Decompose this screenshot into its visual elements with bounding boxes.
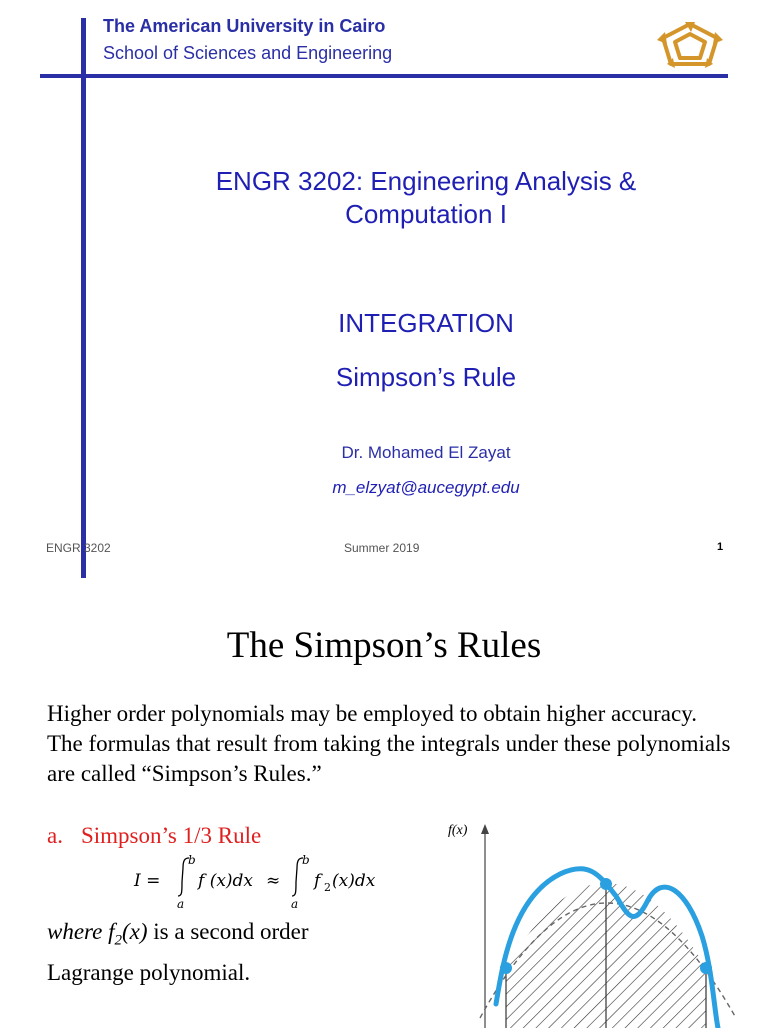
horizontal-accent-bar: [40, 74, 728, 78]
where-line1: [47, 916, 308, 957]
int2-lower: a: [291, 897, 299, 911]
course-title-line1: ENGR 3202: Engineering Analysis &: [215, 166, 637, 196]
y-axis-label: f(x): [448, 823, 468, 838]
slide-title: The Simpson’s Rules: [226, 625, 542, 666]
integrand-2-rest: (x)dx: [332, 871, 376, 891]
int1-lower: a: [177, 897, 185, 911]
course-title: [100, 165, 752, 231]
course-title-line2: Computation I: [345, 199, 507, 229]
topic-heading: INTEGRATION: [338, 308, 514, 338]
simpson-integral-formula: [120, 852, 400, 912]
integrand-2-f: f: [314, 871, 321, 891]
int1-upper: b: [188, 853, 196, 867]
integrand-1: f (x)dx: [198, 871, 254, 891]
intro-paragraph: Higher order polynomials may be employed to obtain higher accuracy. The formulas that result from taking the integrals under these polynomials are called “Simpson’s Rules.”: [47, 701, 731, 786]
university-name: The American University in Cairo: [103, 16, 386, 36]
int2-upper: b: [302, 853, 310, 867]
vertical-accent-bar: [81, 18, 86, 578]
auc-logo-icon: [655, 20, 725, 70]
formula-lhs: I =: [134, 871, 161, 891]
rule-label: a.: [47, 823, 63, 848]
where-arg: (x): [122, 919, 148, 944]
author-email: m_elzyat@aucegypt.edu: [332, 478, 520, 497]
simpson-graph: [440, 818, 750, 1028]
author-name: Dr. Mohamed El Zayat: [341, 443, 511, 462]
where-rest: is a second order: [147, 919, 309, 944]
where-sub: 2: [114, 932, 122, 949]
content-slide: [0, 580, 768, 1024]
where-line2: Lagrange polynomial.: [47, 959, 251, 985]
node-point-mid: [600, 878, 612, 890]
where-prefix: where f: [47, 919, 115, 944]
y-axis-arrow-icon: [481, 824, 489, 834]
subtopic-heading: Simpson’s Rule: [335, 362, 517, 392]
rule-name: Simpson’s 1/3 Rule: [80, 823, 262, 848]
where-text: [47, 916, 308, 988]
approx-sign: ≈: [266, 871, 281, 891]
rule-heading: [47, 823, 261, 849]
footer-page-number: 1: [717, 541, 724, 553]
school-name: School of Sciences and Engineering: [103, 43, 393, 63]
node-point-a: [500, 962, 512, 974]
node-point-b: [700, 962, 712, 974]
footer-course-code: ENGR 3202: [46, 541, 111, 555]
integrand-2-sub: 2: [324, 881, 331, 894]
footer-term: Summer 2019: [344, 541, 420, 555]
